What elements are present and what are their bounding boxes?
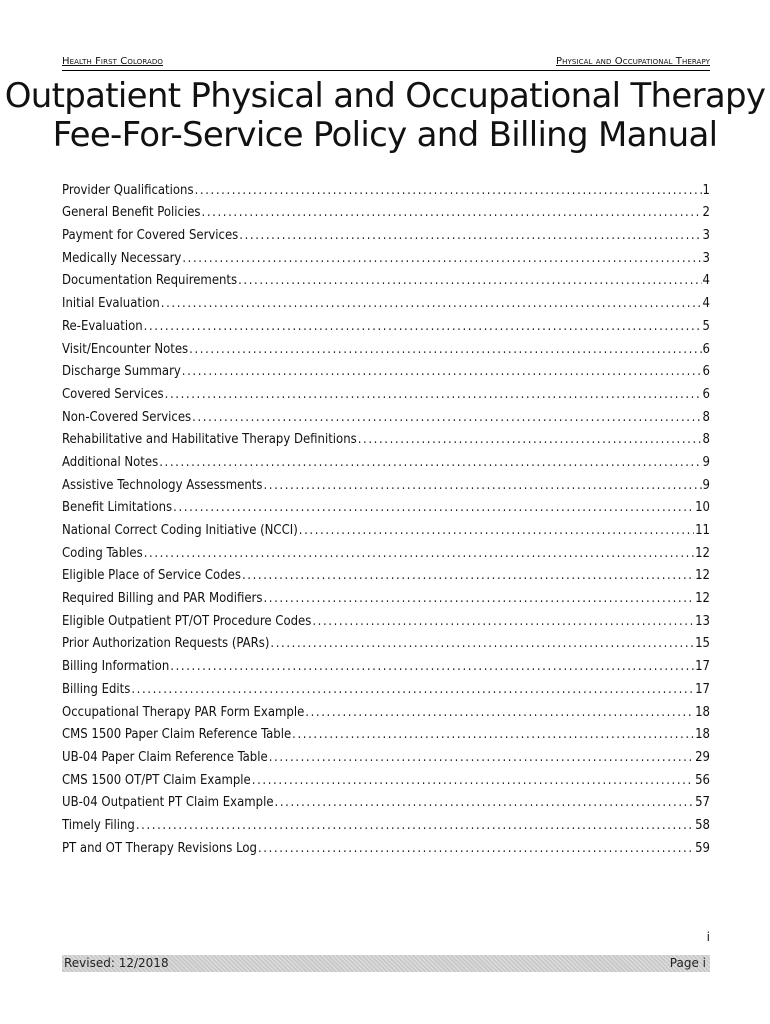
- toc-entry[interactable]: [62, 561, 710, 584]
- running-header: [62, 48, 710, 71]
- toc-leader-dots: [189, 342, 701, 357]
- toc-entry[interactable]: [62, 697, 710, 720]
- toc-leader-dots: [358, 432, 702, 447]
- toc-entry-label[interactable]: Timely Filing: [62, 817, 135, 833]
- toc-entry-label[interactable]: UB-04 Paper Claim Reference Table: [62, 749, 268, 765]
- toc-entry[interactable]: [62, 334, 710, 357]
- toc-entry-label[interactable]: CMS 1500 Paper Claim Reference Table: [62, 727, 292, 743]
- toc-entry[interactable]: [62, 606, 710, 629]
- toc-entry-page[interactable]: 29: [695, 749, 710, 765]
- table-of-contents: [62, 175, 710, 856]
- toc-entry[interactable]: [62, 175, 710, 198]
- toc-entry[interactable]: [62, 447, 710, 470]
- toc-leader-dots: [263, 591, 694, 606]
- toc-leader-dots: [159, 455, 701, 470]
- toc-leader-dots: [195, 183, 702, 198]
- toc-entry-label[interactable]: Non-Covered Services: [62, 409, 192, 425]
- toc-entry-page[interactable]: 3: [702, 250, 710, 266]
- toc-entry-label[interactable]: National Correct Coding Initiative (NCCI): [62, 523, 298, 538]
- toc-entry[interactable]: [62, 538, 710, 561]
- toc-entry-page[interactable]: 17: [695, 681, 710, 697]
- toc-entry[interactable]: [62, 311, 710, 334]
- toc-leader-dots: [182, 364, 702, 379]
- toc-entry-label[interactable]: Coding Tables: [62, 545, 143, 561]
- toc-leader-dots: [202, 205, 702, 220]
- toc-entry-label[interactable]: Visit/Encounter Notes: [62, 341, 189, 357]
- toc-entry-page[interactable]: 4: [702, 273, 710, 289]
- toc-entry-page[interactable]: 13: [695, 613, 710, 629]
- page-footer: [62, 955, 710, 972]
- toc-leader-dots: [252, 773, 694, 788]
- footer-revised: Revised: 12/2018: [64, 956, 169, 970]
- toc-entry[interactable]: [62, 833, 710, 856]
- toc-leader-dots: [269, 750, 694, 765]
- toc-leader-dots: [242, 568, 694, 583]
- toc-entry-page[interactable]: 6: [702, 341, 710, 357]
- toc-entry[interactable]: [62, 379, 710, 402]
- toc-entry[interactable]: [62, 629, 710, 652]
- toc-leader-dots: [131, 682, 694, 697]
- toc-leader-dots: [144, 546, 694, 561]
- toc-entry[interactable]: [62, 720, 710, 743]
- header-right: Physical and Occupational Therapy: [556, 56, 710, 67]
- toc-entry-label[interactable]: Eligible Outpatient PT/OT Procedure Codes: [62, 613, 312, 629]
- toc-entry-page[interactable]: 2: [702, 205, 710, 221]
- toc-entry-page[interactable]: 5: [702, 318, 710, 334]
- toc-entry-label[interactable]: Covered Services: [62, 386, 164, 402]
- toc-entry-page[interactable]: 8: [702, 432, 710, 448]
- toc-entry-label[interactable]: Rehabilitative and Habilitative Therapy Definitions: [62, 432, 357, 448]
- toc-leader-dots: [170, 659, 694, 674]
- toc-leader-dots: [136, 818, 694, 833]
- toc-entry-label[interactable]: CMS 1500 OT/PT Claim Example: [62, 772, 251, 788]
- toc-entry-label[interactable]: Billing Information: [62, 659, 170, 675]
- toc-entry-label[interactable]: Initial Evaluation: [62, 296, 160, 312]
- toc-entry-page[interactable]: 9: [702, 454, 710, 470]
- toc-entry-page[interactable]: 18: [695, 727, 710, 743]
- toc-entry-page[interactable]: 8: [702, 409, 710, 425]
- toc-leader-dots: [165, 387, 702, 402]
- page-number-roman: i: [706, 930, 710, 944]
- toc-entry-label[interactable]: Benefit Limitations: [62, 500, 173, 516]
- toc-entry[interactable]: [62, 493, 710, 516]
- toc-leader-dots: [239, 228, 701, 243]
- toc-entry-label[interactable]: Additional Notes: [62, 454, 159, 470]
- toc-entry[interactable]: [62, 266, 710, 289]
- toc-entry-page[interactable]: 18: [695, 704, 710, 720]
- toc-entry[interactable]: [62, 357, 710, 380]
- footer-page: Page i: [669, 956, 706, 970]
- toc-leader-dots: [292, 727, 694, 742]
- toc-entry-page[interactable]: 11: [695, 523, 710, 538]
- toc-entry-label[interactable]: General Benefit Policies: [62, 205, 201, 221]
- toc-leader-dots: [275, 795, 695, 810]
- header-left: Health First Colorado: [62, 56, 163, 67]
- toc-entry-page[interactable]: 59: [695, 840, 710, 856]
- toc-entry[interactable]: [62, 470, 710, 493]
- toc-entry-label[interactable]: Discharge Summary: [62, 364, 181, 380]
- toc-entry-label[interactable]: Eligible Place of Service Codes: [62, 568, 241, 584]
- toc-entry[interactable]: [62, 810, 710, 833]
- toc-entry[interactable]: [62, 651, 710, 674]
- toc-entry[interactable]: [62, 674, 710, 697]
- toc-entry-label[interactable]: Medically Necessary: [62, 250, 182, 266]
- toc-entry-page[interactable]: 3: [702, 228, 710, 244]
- toc-leader-dots: [312, 614, 694, 629]
- toc-entry[interactable]: [62, 220, 710, 243]
- toc-entry[interactable]: [62, 198, 710, 221]
- toc-entry-page[interactable]: 17: [695, 659, 710, 675]
- toc-entry-page[interactable]: 15: [695, 636, 710, 652]
- toc-leader-dots: [263, 478, 701, 493]
- toc-entry[interactable]: [62, 425, 710, 448]
- toc-entry-label[interactable]: Required Billing and PAR Modifiers: [62, 591, 263, 607]
- toc-entry-page[interactable]: 12: [695, 591, 710, 607]
- toc-entry-label[interactable]: Documentation Requirements: [62, 273, 238, 289]
- toc-entry[interactable]: [62, 402, 710, 425]
- toc-leader-dots: [144, 319, 702, 334]
- toc-entry-label[interactable]: Occupational Therapy PAR Form Example: [62, 704, 305, 720]
- page-title-line-1: Outpatient Physical and Occupational Therapy: [4, 76, 766, 116]
- toc-entry[interactable]: [62, 788, 710, 811]
- toc-entry-label[interactable]: Re-Evaluation: [62, 318, 143, 334]
- toc-leader-dots: [182, 251, 701, 266]
- toc-entry-page[interactable]: 9: [702, 477, 710, 493]
- toc-entry-page[interactable]: 6: [702, 386, 710, 402]
- toc-entry-label[interactable]: Provider Qualifications: [62, 182, 194, 198]
- toc-entry[interactable]: [62, 515, 710, 538]
- toc-entry-page[interactable]: 1: [702, 182, 710, 198]
- toc-entry-label[interactable]: Prior Authorization Requests (PARs): [62, 636, 270, 652]
- toc-leader-dots: [238, 273, 701, 288]
- toc-leader-dots: [258, 841, 694, 856]
- toc-leader-dots: [161, 296, 702, 311]
- toc-leader-dots: [270, 636, 694, 651]
- toc-entry[interactable]: [62, 288, 710, 311]
- toc-entry-label[interactable]: UB-04 Outpatient PT Claim Example: [62, 795, 274, 811]
- toc-leader-dots: [305, 705, 694, 720]
- toc-entry-page[interactable]: 58: [695, 817, 710, 833]
- toc-entry-label[interactable]: PT and OT Therapy Revisions Log: [62, 840, 257, 856]
- toc-entry-page[interactable]: 56: [695, 772, 710, 788]
- toc-entry[interactable]: [62, 243, 710, 266]
- toc-entry[interactable]: [62, 742, 710, 765]
- toc-entry[interactable]: [62, 583, 710, 606]
- toc-entry-page[interactable]: 10: [695, 500, 710, 516]
- toc-entry-page[interactable]: 57: [695, 795, 710, 811]
- toc-leader-dots: [173, 500, 694, 515]
- toc-entry-label[interactable]: Payment for Covered Services: [62, 228, 239, 244]
- toc-entry-page[interactable]: 12: [695, 568, 710, 584]
- toc-entry-label[interactable]: Billing Edits: [62, 681, 131, 697]
- toc-entry[interactable]: [62, 765, 710, 788]
- toc-entry-label[interactable]: Assistive Technology Assessments: [62, 477, 263, 493]
- toc-leader-dots: [299, 523, 694, 538]
- toc-leader-dots: [192, 410, 701, 425]
- toc-entry-page[interactable]: 4: [702, 296, 710, 312]
- toc-entry-page[interactable]: 12: [695, 545, 710, 561]
- toc-entry-page[interactable]: 6: [702, 364, 710, 380]
- page-title-line-2: Fee-For-Service Policy and Billing Manual: [52, 115, 718, 155]
